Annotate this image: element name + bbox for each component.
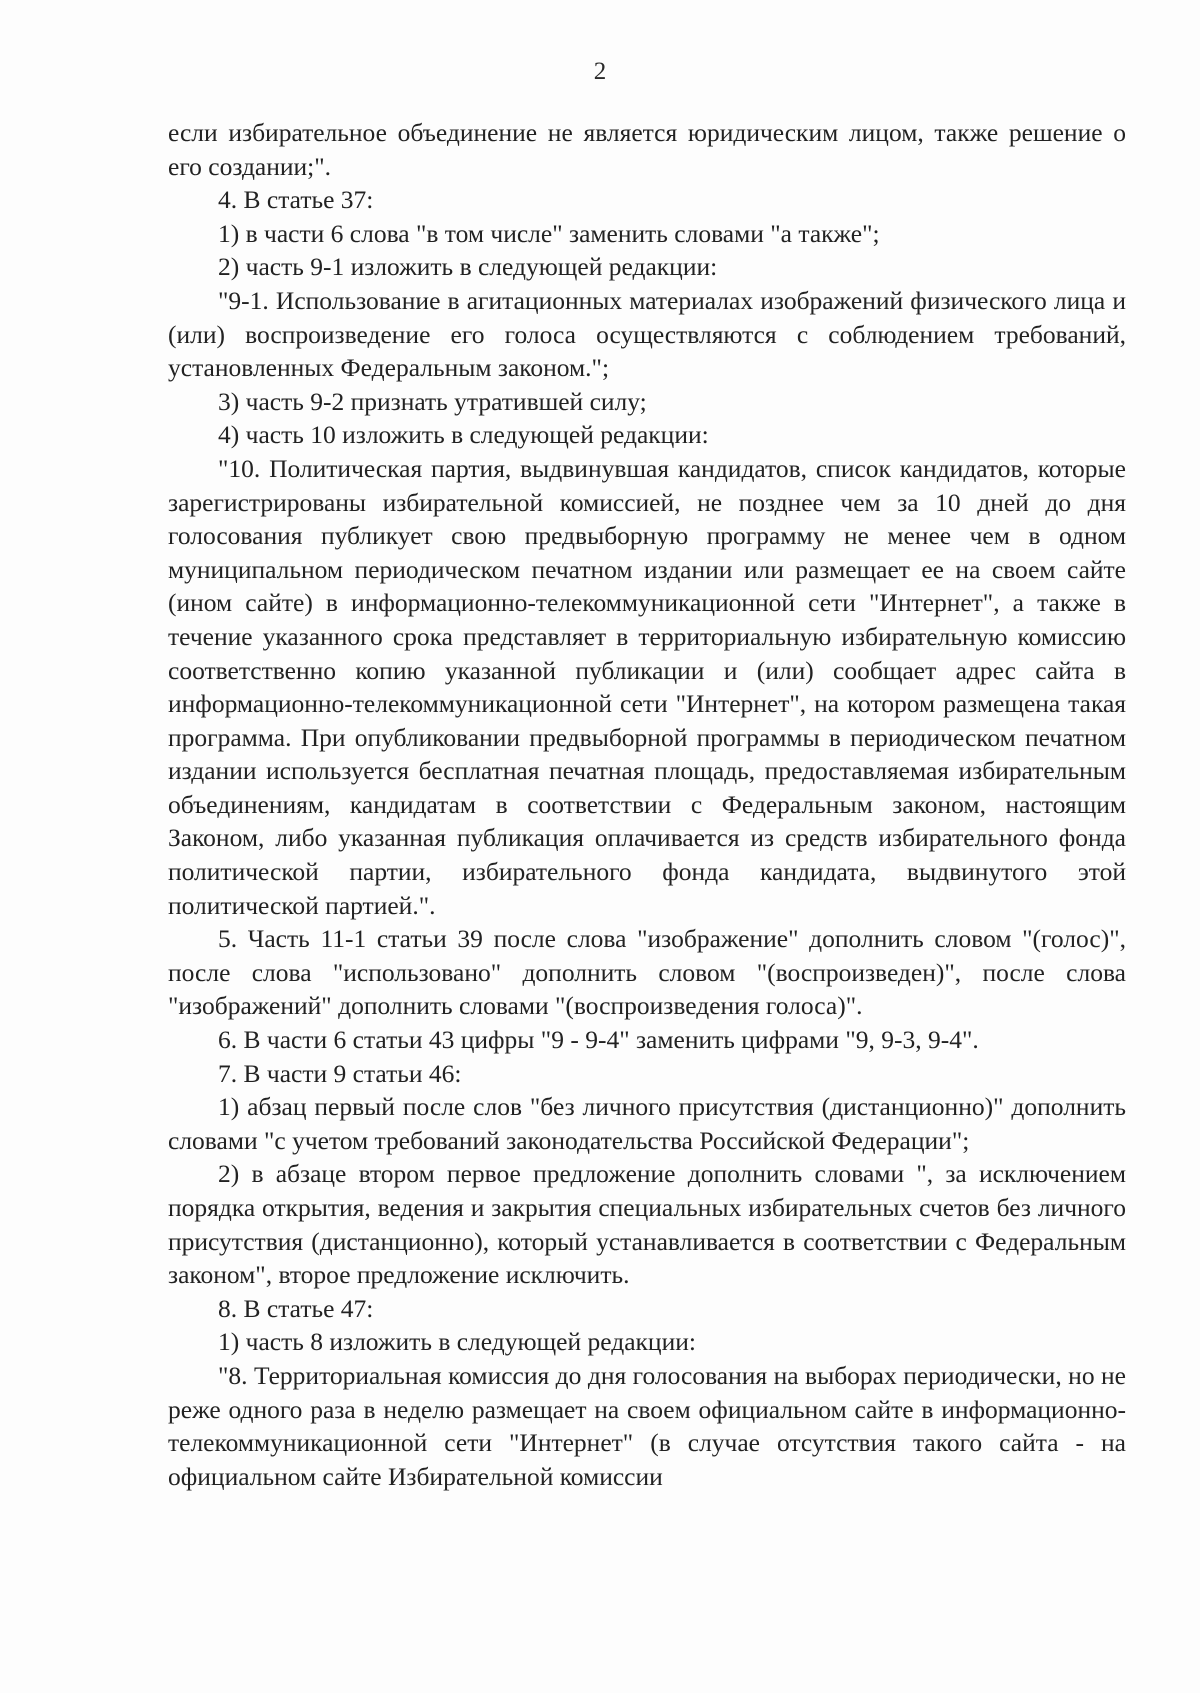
paragraph-item-7-sub-1: 1) абзац первый после слов "без личного присутствия (дистанционно)" дополнить словами "с учетом требований законодательства Российской Федерации"; [168, 1092, 1126, 1155]
paragraph-item-7-sub-2: 2) в абзаце втором первое предложение дополнить словами ", за исключением порядка открытия, ведения и закрытия специальных избирательных счетов без личного присутствия (дистанционно), который устанавливается в соответствии с Федеральным законом", второе предложение исключить. [168, 1159, 1126, 1290]
paragraph-item-5: 5. Часть 11-1 статьи 39 после слова "изображение" дополнить словом "(голос)", после слова "использовано" дополнить словом "(воспроизведен)", после слова "изображений" дополнить словами "(воспроизведения голоса)". [168, 924, 1126, 1021]
page-number: 2 [593, 58, 607, 85]
paragraph-article-37-item-3: 3) часть 9-2 признать утратившей силу; [218, 386, 647, 416]
paragraph-article-37-heading: 4. В статье 37: [218, 185, 374, 215]
paragraph-item-6: 6. В части 6 статьи 43 цифры "9 - 9-4" заменить цифрами "9, 9-3, 9-4". [218, 1025, 979, 1055]
document-body [168, 116, 1126, 1493]
paragraph-item-7-heading: 7. В части 9 статьи 46: [218, 1058, 462, 1088]
paragraph-article-37-item-2: 2) часть 9-1 изложить в следующей редакции: [218, 252, 718, 282]
paragraph-article-37-item-4: 4) часть 10 изложить в следующей редакции: [218, 420, 709, 450]
paragraph-article-37-item-1: 1) в части 6 слова "в том числе" заменить словами "а также"; [218, 218, 880, 248]
paragraph-continuation: если избирательное объединение не является юридическим лицом, также решение о его создании;". [168, 118, 1126, 181]
paragraph-part-9-1-text: "9-1. Использование в агитационных материалах изображений физического лица и (или) воспроизведение его голоса осуществляются с соблюдением требований, установленных Федеральным законом."; [168, 285, 1126, 383]
paragraph-item-8-heading: 8. В статье 47: [218, 1293, 374, 1323]
paragraph-item-8-sub-1: 1) часть 8 изложить в следующей редакции: [218, 1327, 696, 1357]
paragraph-part-10-text: "10. Политическая партия, выдвинувшая кандидатов, список кандидатов, которые зарегистрированы избирательной комиссией, не позднее чем за 10 дней до дня голосования публикует свою предвыборную программу не менее чем в одном муниципальном периодическом печатном издании или размещает ее на своем сайте (ином сайте) в информационно-телекоммуникационной сети "Интернет", а также в течение указанного срока представляет в территориальную избирательную комиссию соответственно копию указанной публикации и (или) сообщает адрес сайта в информационно-телекоммуникационной сети "Интернет", на котором размещена такая программа. При опубликовании предвыборной программы в периодическом печатном издании используется бесплатная печатная площадь, предоставляемая избирательным объединениям, кандидатам в соответствии с Федеральным законом, настоящим Законом, либо указанная публикация оплачивается из средств избирательного фонда политической партии, избирательного фонда кандидата, выдвинутого этой политической партией.". [168, 453, 1126, 920]
paragraph-part-8-text: "8. Территориальная комиссия до дня голосования на выборах периодически, но не реже одного раза в неделю размещает на своем официальном сайте в информационно-телекоммуникационной сети "Интернет" (в случае отсутствия такого сайта - на официальном сайте Избирательной комиссии [168, 1360, 1126, 1491]
